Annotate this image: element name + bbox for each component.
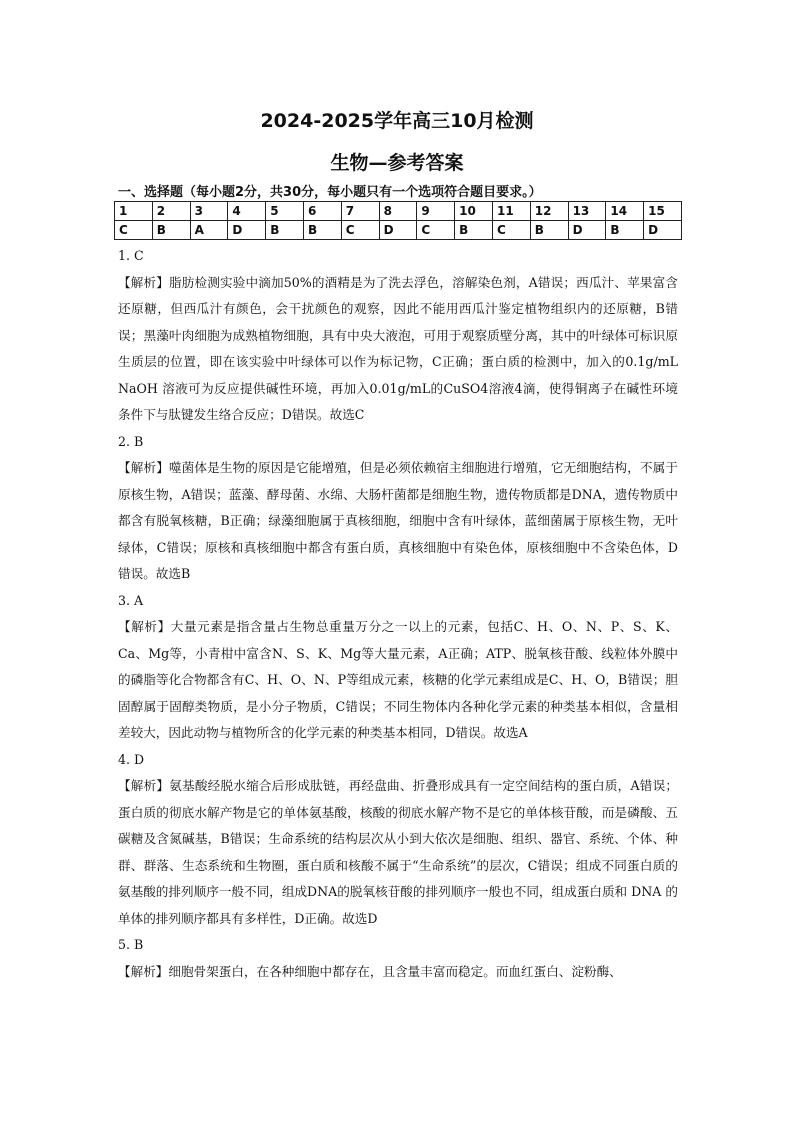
question-5-explanation: 【解析】细胞骨架蛋白，在各种细胞中都存在，且含量丰富而稳定。而血红蛋白、淀粉酶、 <box>118 963 622 979</box>
question-3-answer: 3. A <box>118 592 144 608</box>
question-number-cell: 9 <box>417 202 455 221</box>
answer-cell: B <box>606 221 644 240</box>
answer-cell: B <box>455 221 493 240</box>
answer-table-number-row <box>115 202 682 221</box>
question-number-cell: 11 <box>492 202 530 221</box>
question-number-cell: 15 <box>644 202 682 221</box>
answer-cell: B <box>530 221 568 240</box>
page-title: 2024-2025学年高三10月检测 <box>260 110 534 132</box>
answer-cell: C <box>115 221 153 240</box>
page-subtitle: 生物—参考答案 <box>330 152 464 174</box>
answer-cell: B <box>303 221 341 240</box>
question-number-cell: 1 <box>115 202 153 221</box>
answer-cell: D <box>379 221 417 240</box>
question-number-cell: 10 <box>455 202 493 221</box>
question-4-answer: 4. D <box>118 751 145 767</box>
question-4-explanation: 【解析】氨基酸经脱水缩合后形成肽链，再经盘曲、折叠形成具有一定空间结构的蛋白质，A错误；蛋白质的彻底水解产物是它的单体氨基酸，核酸的彻底水解产物不是它的单体核苷酸，而是磷酸、五碳糖及含氮碱基，B错误；生命系统的结构层次从小到大依次是细胞、组织、器官、系统、个体、种群、群落、生态系统和生物圈，蛋白质和核酸不属于“生命系统”的层次，C错误；组成不同蛋白质的氨基酸的排列顺序一般不同，组成DNA的脱氧核苷酸的排列顺序一般也不同，组成蛋白质和 DNA 的单体的排列顺序都具有多样性，D正确。故选D <box>118 778 678 926</box>
question-number-cell: 5 <box>266 202 304 221</box>
question-number-cell: 12 <box>530 202 568 221</box>
question-number-cell: 7 <box>341 202 379 221</box>
question-number-cell: 4 <box>228 202 266 221</box>
question-3-explanation: 【解析】大量元素是指含量占生物总重量万分之一以上的元素，包括C、H、O、N、P、S、K、Ca、Mg等，小青柑中富含N、S、K、Mg等大量元素，A正确；ATP、脱氧核苷酸、线粒体外膜中的磷脂等化合物都含有C、H、O、N、P等组成元素，核糖的化学元素组成是C、H、O，B错误；胆固醇属于固醇类物质，是小分子物质，C错误；不同生物体内各种化学元素的种类基本相似，含量相差较大，因此动物与植物所含的化学元素的种类基本相同，D错误。故选A <box>118 619 678 740</box>
explanations <box>118 243 678 985</box>
answer-cell: D <box>568 221 606 240</box>
question-number-cell: 13 <box>568 202 606 221</box>
answer-cell: D <box>644 221 682 240</box>
question-1-explanation: 【解析】脂肪检测实验中滴加50%的酒精是为了洗去浮色，溶解染色剂，A错误；西瓜汁、苹果富含还原糖，但西瓜汁有颜色，会干扰颜色的观察，因此不能用西瓜汁鉴定植物组织内的还原糖，B错误；黑藻叶肉细胞为成熟植物细胞，具有中央大液泡，可用于观察质壁分离，其中的叶绿体可标识原生质层的位置，即在该实验中叶绿体可以作为标记物，C正确；蛋白质的检测中，加入的0.1g/mL NaOH 溶液可为反应提供碱性环境，再加入0.01g/mL的CuSO4溶液4滴，使得铜离子在碱性环境条件下与肽键发生络合反应；D错误。故选C <box>118 274 678 422</box>
question-1-answer: 1. C <box>118 248 144 263</box>
answer-cell: C <box>417 221 455 240</box>
answer-table <box>114 201 682 240</box>
question-number-cell: 8 <box>379 202 417 221</box>
answer-cell: B <box>266 221 304 240</box>
question-number-cell: 6 <box>303 202 341 221</box>
question-2-explanation: 【解析】噬菌体是生物的原因是它能增殖，但是必须依赖宿主细胞进行增殖，它无细胞结构，不属于原核生物，A错误；蓝藻、酵母菌、水绵、大肠杆菌都是细胞生物，遗传物质都是DNA，遗传物质中都含有脱氧核糖，B正确；绿藻细胞属于真核细胞，细胞中含有叶绿体，蓝细菌属于原核生物，无叶绿体，C错误；原核和真核细胞中都含有蛋白质，真核细胞中有染色体，原核细胞中不含染色体，D错误。故选B <box>118 460 678 581</box>
answer-cell: B <box>152 221 190 240</box>
answer-cell: D <box>228 221 266 240</box>
question-2-answer: 2. B <box>118 433 144 449</box>
answer-cell: A <box>190 221 228 240</box>
answer-table-answer-row <box>115 221 682 240</box>
section-heading: 一、选择题（每小题2分，共30分，每小题只有一个选项符合题目要求。） <box>118 185 542 200</box>
question-number-cell: 14 <box>606 202 644 221</box>
question-number-cell: 2 <box>152 202 190 221</box>
answer-cell: C <box>492 221 530 240</box>
question-5-answer: 5. B <box>118 937 144 952</box>
question-number-cell: 3 <box>190 202 228 221</box>
answer-cell: C <box>341 221 379 240</box>
